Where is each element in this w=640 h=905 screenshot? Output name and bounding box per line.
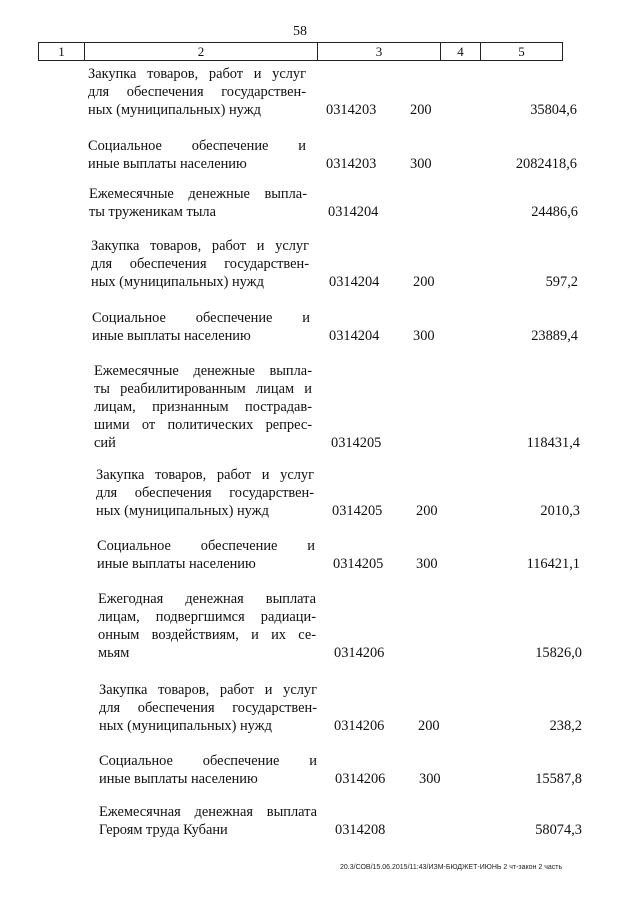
description-line: Ежемесячные денежные выпла- xyxy=(89,186,307,202)
description-line: ных (муниципальных) нужд xyxy=(88,102,261,118)
row-description xyxy=(88,65,306,119)
description-line: Закупка товаров, работ и услуг xyxy=(91,238,309,254)
description-line: сий xyxy=(94,435,116,451)
row-description xyxy=(88,137,306,173)
description-line: ных (муниципальных) нужд xyxy=(99,718,272,734)
row-description xyxy=(99,681,317,735)
row-description xyxy=(94,362,312,452)
row-type: 300 xyxy=(416,556,438,572)
row-code: 0314204 xyxy=(329,274,380,290)
row-description xyxy=(92,309,310,345)
description-line: иные выплаты населению xyxy=(88,156,247,172)
description-line: Ежегодная денежная выплата xyxy=(98,591,316,607)
description-line: Героям труда Кубани xyxy=(99,822,228,838)
document-footer: 20.3/СОВ/15.06.2015/11:43/ИЗМ-БЮДЖЕТ-ИЮНЬ 2 чт-закон 2 часть xyxy=(340,864,563,871)
description-line: ных (муниципальных) нужд xyxy=(96,503,269,519)
row-description xyxy=(96,466,314,520)
description-line: мьям xyxy=(98,645,130,661)
row-code: 0314206 xyxy=(335,771,386,787)
row-code: 0314206 xyxy=(334,718,385,734)
description-line: лицам, признанным пострадав- xyxy=(94,399,312,415)
description-line: для обеспечения государствен- xyxy=(91,256,309,272)
row-code: 0314204 xyxy=(328,204,379,220)
description-line: Закупка товаров, работ и услуг xyxy=(96,467,314,483)
row-code: 0314205 xyxy=(332,503,383,519)
description-line: ты реабилитированным лицам и xyxy=(94,381,312,397)
row-code: 0314205 xyxy=(333,556,384,572)
description-line: иные выплаты населению xyxy=(97,556,256,572)
description-line: иные выплаты населению xyxy=(92,328,251,344)
column-header-4: 4 xyxy=(441,43,481,60)
description-line: для обеспечения государствен- xyxy=(96,485,314,501)
description-line: Социальное обеспечение и xyxy=(88,138,306,154)
row-code: 0314204 xyxy=(329,328,380,344)
row-type: 300 xyxy=(410,156,432,172)
description-line: Ежемесячные денежные выпла- xyxy=(94,363,312,379)
row-amount: 23889,4 xyxy=(531,328,578,344)
description-line: для обеспечения государствен- xyxy=(88,84,306,100)
description-line: Закупка товаров, работ и услуг xyxy=(99,682,317,698)
description-line: лицам, подвергшимся радиаци- xyxy=(98,609,316,625)
row-amount: 116421,1 xyxy=(526,556,580,572)
description-line: онным воздействиям, и их се- xyxy=(98,627,316,643)
description-line: Закупка товаров, работ и услуг xyxy=(88,66,306,82)
column-header-5: 5 xyxy=(518,44,525,59)
description-line: для обеспечения государствен- xyxy=(99,700,317,716)
row-description xyxy=(91,237,309,291)
row-code: 0314203 xyxy=(326,102,377,118)
row-amount: 35804,6 xyxy=(530,102,577,118)
row-amount: 118431,4 xyxy=(526,435,580,451)
description-line: Социальное обеспечение и xyxy=(97,538,315,554)
row-description xyxy=(97,537,315,573)
row-amount: 15587,8 xyxy=(535,771,582,787)
row-amount: 597,2 xyxy=(545,274,578,290)
row-type: 200 xyxy=(416,503,438,519)
row-type: 200 xyxy=(410,102,432,118)
page-number: 58 xyxy=(293,24,307,39)
column-header-1: 1 xyxy=(39,43,85,60)
row-amount: 2082418,6 xyxy=(515,156,577,172)
row-amount: 24486,6 xyxy=(531,204,578,220)
row-description xyxy=(99,803,317,839)
row-code: 0314203 xyxy=(326,156,377,172)
description-line: ты труженикам тыла xyxy=(89,204,216,220)
description-line: Ежемесячная денежная выплата xyxy=(99,804,317,820)
row-description xyxy=(98,590,316,662)
column-header-2: 2 xyxy=(85,43,318,60)
row-code: 0314208 xyxy=(335,822,386,838)
row-type: 300 xyxy=(419,771,441,787)
description-line: шими от политических репрес- xyxy=(94,417,312,433)
row-amount: 238,2 xyxy=(549,718,582,734)
row-code: 0314206 xyxy=(334,645,385,661)
row-amount: 2010,3 xyxy=(540,503,580,519)
row-description xyxy=(89,185,307,221)
row-amount: 15826,0 xyxy=(535,645,582,661)
row-type: 300 xyxy=(413,328,435,344)
description-line: Социальное обеспечение и xyxy=(99,753,317,769)
description-line: иные выплаты населению xyxy=(99,771,258,787)
row-type: 200 xyxy=(418,718,440,734)
row-amount: 58074,3 xyxy=(535,822,582,838)
description-line: Социальное обеспечение и xyxy=(92,310,310,326)
column-header-3: 3 xyxy=(318,43,441,60)
row-type: 200 xyxy=(413,274,435,290)
row-code: 0314205 xyxy=(331,435,382,451)
row-description xyxy=(99,752,317,788)
description-line: ных (муниципальных) нужд xyxy=(91,274,264,290)
